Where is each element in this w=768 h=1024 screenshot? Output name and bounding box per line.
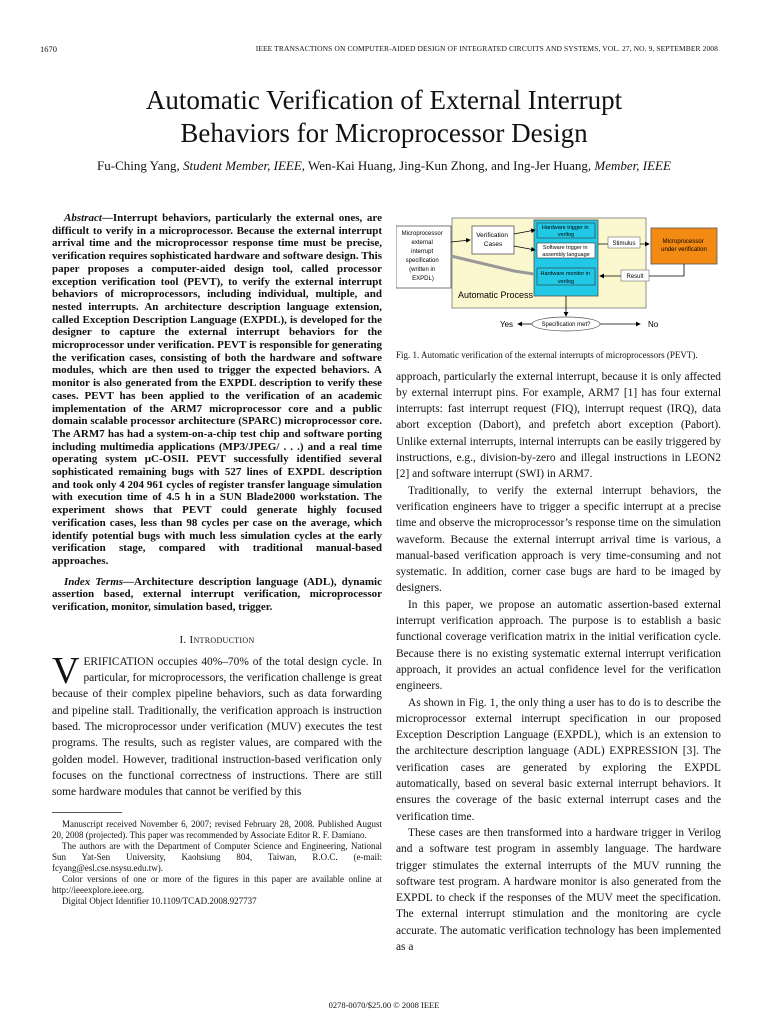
- spec-line-6: EXPDL): [412, 276, 434, 282]
- authors-rest: , Wen-Kai Huang, Jing-Kun Zhong, and Ing-Jer Huang,: [301, 158, 595, 173]
- stimulus-label: Stimulus: [612, 241, 636, 247]
- yes-label: Yes: [500, 320, 514, 329]
- author-1-role: Student Member, IEEE: [183, 158, 302, 173]
- index-terms-lead: Index Terms: [64, 575, 124, 588]
- drop-cap: V: [52, 649, 80, 692]
- sw-trigger-line-2: assembly language: [542, 252, 590, 258]
- section-numeral: I.: [179, 633, 190, 646]
- hw-trigger-line-2: verilog: [557, 232, 575, 238]
- figure-1: [396, 216, 721, 344]
- right-paragraph-2: Traditionally, to verify the external interrupt behaviors, the verification engineers have to trigger a specific interrupt at a precise time and observe the microprocessor’s response time on the simulation waveform. Because the external interrupt arrival time is various, a manual-based verification approach is very time-consuming and not systematic. In addition, corner case bugs are hard to be imaged by designers.: [396, 484, 721, 595]
- footnote-affiliation: The authors are with the Department of Computer Science and Engineering, National Sun Yat-Sen University, Kaohsiung 804, Taiwan, R.O.C. (e-mail: fcyang@esl.cse.nsysu.edu.tw).: [52, 841, 382, 874]
- hw-trigger-line-1: Hardware trigger in: [541, 225, 589, 231]
- footnote-color: Color versions of one or more of the figures in this paper are available online at http://ieeexplore.ieee.org.: [52, 874, 382, 896]
- abstract-lead: Abstract: [64, 212, 102, 224]
- muv-line-2: under verification: [661, 247, 707, 253]
- journal-header: IEEE TRANSACTIONS ON COMPUTER-AIDED DESIGN OF INTEGRATED CIRCUITS AND SYSTEMS, VOL. 27, NO. 9, SEPTEMBER 2008: [255, 44, 718, 53]
- title-line-1: Automatic Verification of External Interrupt: [145, 85, 623, 115]
- pevt-flow-diagram: [396, 216, 721, 344]
- title-line-2: Behaviors for Microprocessor Design: [180, 118, 588, 148]
- abstract: [52, 212, 382, 568]
- left-column: [52, 212, 382, 907]
- right-column: [396, 216, 721, 955]
- page-number: 1670: [40, 44, 57, 54]
- vc-line-2: Cases: [483, 241, 503, 248]
- sw-trigger-line-1: Software trigger in: [542, 245, 588, 251]
- index-terms: [52, 576, 382, 614]
- intro-paragraph: [52, 649, 382, 801]
- right-paragraph-1: approach, particularly the external interrupt, because it is only affected by external interrupt pins. For example, ARM7 [1] has four external interrupts: fast interrupt request (FIQ), interrupt request (IRQ), data abort exception (Dabort), and prefetch abort exception (Pabort). Unlike external interrupts, internal interrupts can be easily triggered by instructions, e.g., division-by-zero and illegal instructions in LEON2 [2] and software interrupt (SWI) in ARM7.: [396, 370, 721, 481]
- automatic-process-label: Automatic Process: [458, 290, 534, 300]
- sw-trigger-label: [542, 245, 589, 258]
- footnote-rule: [52, 812, 122, 813]
- spec-line-5: (written in: [409, 267, 436, 273]
- result-label: Result: [626, 274, 644, 280]
- copyright-footer: 0278-0070/$25.00 © 2008 IEEE: [328, 1000, 440, 1010]
- spec-line-2: external: [411, 240, 433, 246]
- verification-cases-box: [472, 226, 514, 254]
- no-label: No: [648, 320, 659, 329]
- muv-line-1: Microprocessor: [662, 239, 704, 245]
- footnote-doi: Digital Object Identifier 10.1109/TCAD.2008.927737: [62, 896, 257, 907]
- hw-monitor-line-2: verilog: [557, 279, 575, 285]
- spec-line-4: specification: [405, 258, 439, 264]
- footnote-manuscript: Manuscript received November 6, 2007; revised February 28, 2008. Published August 20, 2008 (projected). This paper was recommended by Associate Editor R. F. Damiano.: [52, 819, 382, 841]
- vc-line-1: Verification: [476, 232, 508, 239]
- spec-line-3: interrupt: [411, 249, 434, 255]
- footnotes: [52, 819, 382, 907]
- muv-box: [651, 228, 717, 264]
- section-title: Introduction: [189, 633, 255, 646]
- spec-line-1: Microprocessor: [401, 231, 443, 237]
- author-4-role: Member, IEEE: [594, 158, 671, 173]
- abstract-text: —Interrupt behaviors, particularly the external ones, are difficult to verify in a microprocessor. Because the external interrupt arrival time and the microprocessor response time must be precise, verification requires sophisticated hardware and software design. This paper proposes a computer-aided design tool, called processor exception verification tool (PEVT), to verify the external interrupt behaviors of microprocessors, including individual, multiple, and nested interrupts. An architecture description language extension, called Exception Description Language (EXPDL), is developed for the designer to capture the external interrupt behaviors for the microprocessor under verification. PEVT is responsible for generating the verification cases, consisting of both the hardware and software modules, which are then used to trigger the expected behaviors. A monitor is also generated from the EXPDL description to verify these cases. PEVT has been applied to the verification of an academic implementation of the ARM7 microprocessor core and a public domain scalable processor architecture (SPARC) microprocessor core. The ARM7 has had a system-on-a-chip test chip and software porting including multimedia applications (MP3/JPEG/ . . .) and a real time operating system μC-OSII. PEVT successfully identified several sophisticated remaining bugs with 527 lines of EXPDL description and took only 4 204 961 cycles of register transfer language simulation with execution time of 4.5 h in a SUN Blade2000 workstation. The experiment shows that PEVT could generate highly focused verification cases, less than 98 cycles per case on the average, which identify potential bugs with much less simulation cycles at the early verification stage, compared with traditional manual-based approaches.: [52, 212, 382, 567]
- author-list: [0, 158, 768, 174]
- author-1: Fu-Ching Yang,: [97, 158, 184, 173]
- intro-text: ERIFICATION occupies 40%–70% of the total design cycle. In particular, for microprocessors, the verification challenge is great because of their complex pipeline behaviors, such as data forwarding and pipeline stall. Traditionally, the verification approach is instruction based. The microprocessor under verification (MUV) executes the test programs. The results, such as register values, are compared with the golden model. However, traditional instruction-based verification only focuses on the functional correctness of instructions. There are still some hardware modules that cannot be verified by this: [52, 655, 382, 799]
- right-paragraph-5: These cases are then transformed into a hardware trigger in Verilog and a software test program in assembly language. The hardware trigger stimulates the external interrupts of the MUV running the software test program. A hardware monitor is also generated from the EXPDL to check if the responses of the MUV meet the specification. The external interrupt stimulation and the monitoring are cycle accurate. The automatic verification technology has been implemented as a: [396, 826, 721, 953]
- spec-met-label: Specification met?: [541, 322, 591, 328]
- hw-monitor-line-1: Hardware monitor in: [540, 271, 590, 277]
- index-terms-text: —Architecture description language (ADL), dynamic assertion based, external interrupt verification, microprocessor verification, monitor, simulation based, trigger.: [52, 575, 382, 614]
- paper-title: [0, 84, 768, 150]
- figure-caption: Fig. 1. Automatic verification of the external interrupts of microprocessors (PEVT).: [396, 350, 698, 360]
- right-paragraph-4: As shown in Fig. 1, the only thing a user has to do is to describe the microprocessor external interrupt specification in our proposed Exception Description Language (EXPDL), which is an extension to the architecture description language (ADL) EXPRESSION [3]. The verification cases are generated by exploring the EXPDL automatically, based on several basic external interrupt behaviors. It ensures the coverage of the basic external interrupt cases and the verification time.: [396, 696, 721, 823]
- section-heading: [52, 634, 382, 646]
- right-paragraph-3: In this paper, we propose an automatic assertion-based external interrupt verification approach. The purpose is to establish a basic functional coverage verification matrix in the initial verification cycle. Because there is no existing systematic external interrupt verification approach, it provides an actual confidence level for the verification engineers.: [396, 598, 721, 693]
